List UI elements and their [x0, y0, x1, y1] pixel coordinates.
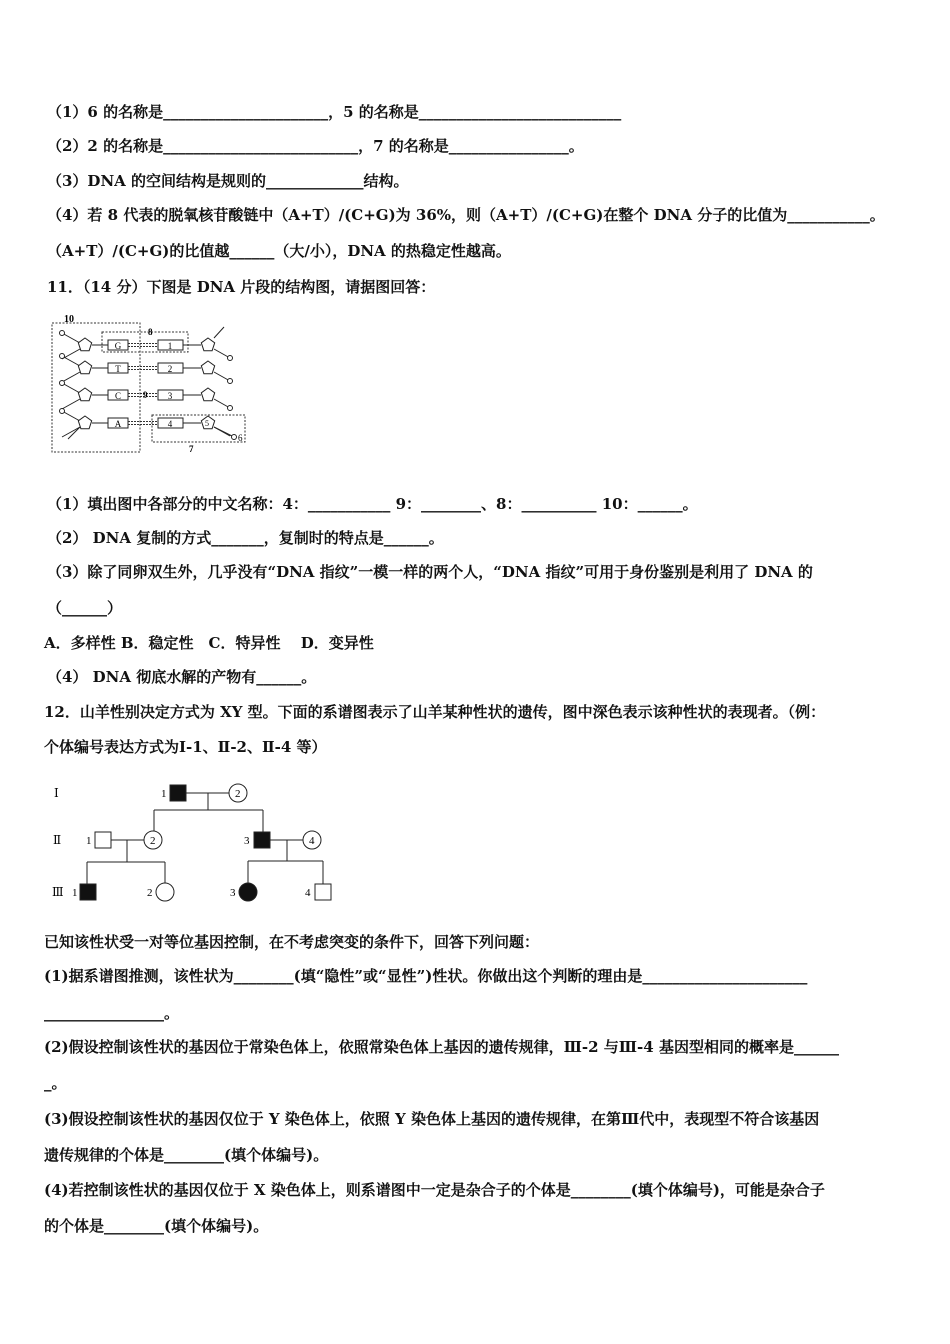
- base-right-label: 3: [167, 391, 173, 401]
- label-5: 5: [205, 419, 209, 428]
- I-1-number: 1: [161, 788, 167, 800]
- q10-sub4b: （A+T）/(C+G)的比值越______（大/小），DNA 的热稳定性越高。: [47, 242, 511, 260]
- q10-sub3: （3）DNA 的空间结构是规则的_____________结构。: [47, 172, 409, 190]
- base-left-label: C: [114, 391, 122, 401]
- q12-sub4: (4)若控制该性状的基因仅位于 X 染色体上，则系谱图中一定是杂合子的个体是________(填个体编号)，可能是杂合子: [44, 1181, 825, 1199]
- phosphate-6-icon: [232, 435, 237, 440]
- q12-stem-1: 12．山羊性别决定方式为 XY 型。下面的系谱图表示了山羊某种性状的遗传，图中深色表示该种性状的表现者。（例：: [44, 703, 826, 721]
- q11-stem: 11．（14 分）下图是 DNA 片段的结构图，请据图回答：: [47, 278, 436, 296]
- III-1-affected-male: [80, 884, 96, 900]
- III-4-male: [315, 884, 331, 900]
- deoxyribose-right: [201, 388, 214, 401]
- q11-sub3b: （______）: [47, 599, 123, 617]
- phosphate-icon: [228, 356, 233, 361]
- q12-sub4b: 的个体是________(填个体编号)。: [44, 1217, 269, 1235]
- III-4-number: 4: [305, 887, 311, 899]
- phosphate-icon: [228, 379, 233, 384]
- q10-sub4: （4）若 8 代表的脱氧核苷酸链中（A+T）/(C+G)为 36%，则（A+T）/(C+G)在整个 DNA 分子的比值为___________。: [47, 206, 885, 224]
- III-2-female: [156, 883, 174, 901]
- q12-intro: 已知该性状受一对等位基因控制，在不考虑突变的条件下，回答下列问题：: [44, 933, 540, 951]
- phosphate-icon: [60, 381, 65, 386]
- q11-sub1: （1）填出图中各部分的中文名称：4：___________ 9：________、8：__________ 10：______。: [47, 495, 698, 513]
- q12-sub1: (1)据系谱图推测，该性状为________(填“隐性”或“显性”)性状。你做出这个判断的理由是______________________: [44, 967, 808, 985]
- II-3-affected-male: [254, 832, 270, 848]
- q12-sub1b: ________________。: [44, 1004, 180, 1022]
- deoxyribose-left: [78, 338, 91, 351]
- label-10: 10: [64, 314, 74, 325]
- II-4-number: 4: [309, 835, 315, 847]
- label-6: 6: [238, 433, 243, 443]
- II-1-male: [95, 832, 111, 848]
- q11-sub3: （3）除了同卵双生外，几乎没有“DNA 指纹”一模一样的两个人，“DNA 指纹”可用于身份鉴别是利用了 DNA 的: [47, 563, 813, 581]
- base-right-label: 1: [167, 341, 173, 351]
- q10-sub1: （1）6 的名称是______________________，5 的名称是___________________________: [47, 103, 622, 121]
- q12-sub2: (2)假设控制该性状的基因位于常染色体上，依照常染色体上基因的遗传规律，Ⅲ-2 与Ⅲ-4 基因型相同的概率是______: [44, 1038, 839, 1056]
- base-left-label: T: [115, 364, 121, 374]
- q12-sub3b: 遗传规律的个体是________(填个体编号)。: [44, 1146, 329, 1164]
- phosphate-icon: [60, 331, 65, 336]
- q11-sub2: （2） DNA 复制的方式_______，复制时的特点是______。: [47, 529, 444, 547]
- deoxyribose-right: [201, 361, 214, 374]
- gen-II: Ⅱ: [53, 833, 62, 847]
- gen-I: Ⅰ: [54, 786, 59, 800]
- III-3-affected-female: [239, 883, 257, 901]
- deoxyribose-right: [201, 338, 214, 351]
- pedigree-chart: [40, 770, 360, 910]
- deoxyribose-left: [78, 416, 91, 429]
- q11-sub4: （4） DNA 彻底水解的产物有______。: [47, 668, 317, 686]
- label-7: 7: [189, 444, 194, 454]
- q11-options: A．多样性 B．稳定性 C．特异性 D．变异性: [44, 634, 374, 652]
- I-2-number: 2: [235, 788, 241, 800]
- label-8: 8: [148, 327, 153, 337]
- I-1-affected-male: [170, 785, 186, 801]
- deoxyribose-left: [78, 361, 91, 374]
- III-2-number: 2: [147, 887, 153, 899]
- base-right-label: 4: [167, 419, 173, 429]
- phosphate-icon: [60, 354, 65, 359]
- q10-sub2: （2）2 的名称是__________________________，7 的名称是________________。: [47, 137, 584, 155]
- III-1-number: 1: [72, 887, 78, 899]
- base-left-label: G: [114, 341, 122, 351]
- q12-stem-2: 个体编号表达方式为Ⅰ-1、Ⅱ-2、Ⅱ-4 等）: [44, 738, 327, 756]
- phosphate-icon: [228, 406, 233, 411]
- gen-III: Ⅲ: [52, 885, 64, 899]
- deoxyribose-left: [78, 388, 91, 401]
- phosphate-icon: [60, 409, 65, 414]
- base-left-label: A: [114, 419, 122, 429]
- dna-structure-diagram: [40, 305, 260, 465]
- II-1-number: 1: [86, 835, 92, 847]
- II-2-number: 2: [150, 835, 156, 847]
- II-3-number: 3: [244, 835, 250, 847]
- q12-sub3: (3)假设控制该性状的基因仅位于 Y 染色体上，依照 Y 染色体上基因的遗传规律，在第Ⅲ代中，表现型不符合该基因: [44, 1110, 820, 1128]
- label-9: 9: [143, 390, 148, 400]
- base-right-label: 2: [167, 364, 173, 374]
- III-3-number: 3: [230, 887, 236, 899]
- q12-sub2b: _。: [44, 1074, 67, 1092]
